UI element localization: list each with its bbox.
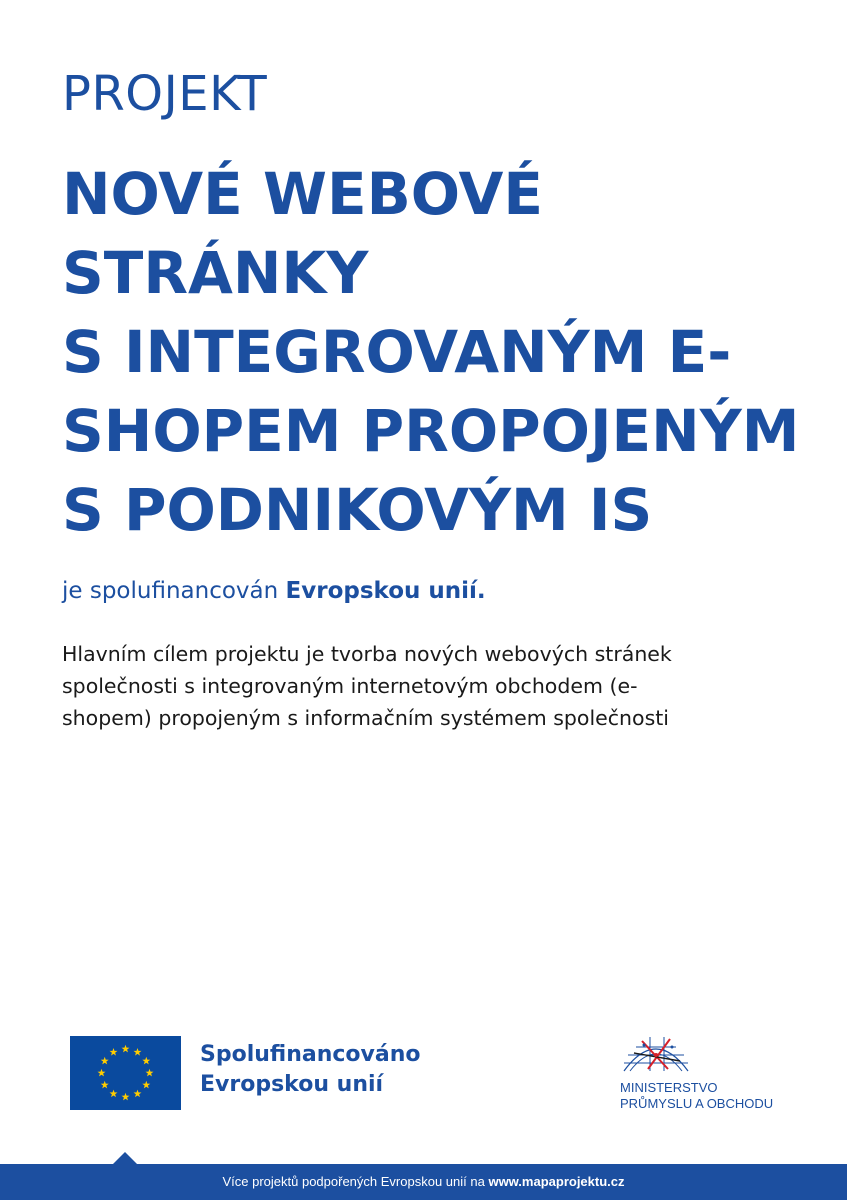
eu-star-icon xyxy=(122,1093,130,1101)
ministry-logo-icon xyxy=(620,1033,692,1073)
eu-text-line: Evropskou unií xyxy=(200,1072,384,1097)
eu-star-icon xyxy=(142,1057,150,1065)
eu-cofinanced-logo-text xyxy=(200,1040,421,1100)
eu-star-icon xyxy=(110,1048,118,1056)
eu-star-icon xyxy=(134,1090,142,1098)
eu-text-line: Spolufinancováno xyxy=(200,1042,421,1067)
eu-star-icon xyxy=(142,1081,150,1089)
project-label: PROJEKT xyxy=(62,66,268,122)
title-line: STRÁNKY xyxy=(62,239,369,307)
ministry-logo-text xyxy=(620,1080,773,1112)
cofinanced-statement xyxy=(62,578,486,604)
eu-flag-icon xyxy=(70,1036,181,1110)
title-line: NOVÉ WEBOVÉ xyxy=(62,160,544,228)
ministry-text-line: PRŮMYSLU A OBCHODU xyxy=(620,1096,774,1111)
eu-star-icon xyxy=(122,1045,130,1053)
ministry-text-line: MINISTERSTVO xyxy=(620,1080,718,1095)
footer-text xyxy=(0,1164,847,1200)
footer-notch xyxy=(113,1152,137,1164)
project-description xyxy=(62,638,832,734)
description-line: Hlavním cílem projektu je tvorba nových webových stránek xyxy=(62,642,672,666)
footer-caption: Více projektů podpořených Evropskou unií na xyxy=(222,1174,485,1189)
eu-stars-icon xyxy=(70,1036,181,1110)
eu-star-icon xyxy=(134,1048,142,1056)
description-line: shopem) propojeným s informačním systémem společnosti xyxy=(62,706,669,730)
eu-star-icon xyxy=(101,1081,109,1089)
eu-star-icon xyxy=(110,1090,118,1098)
title-line: SHOPEM PROPOJENÝM xyxy=(62,397,800,465)
footer-link[interactable]: www.mapaprojektu.cz xyxy=(488,1174,625,1189)
title-line: S PODNIKOVÝM IS xyxy=(62,476,653,544)
project-title xyxy=(62,155,832,550)
description-line: společnosti s integrovaným internetovým obchodem (e- xyxy=(62,674,638,698)
eu-star-icon xyxy=(98,1069,106,1077)
eu-star-icon xyxy=(146,1069,154,1077)
cofinanced-prefix: je spolufinancován xyxy=(62,578,279,604)
eu-star-icon xyxy=(101,1057,109,1065)
cofinanced-bold: Evropskou unií. xyxy=(285,578,486,604)
title-line: S INTEGROVANÝM E- xyxy=(62,318,732,386)
